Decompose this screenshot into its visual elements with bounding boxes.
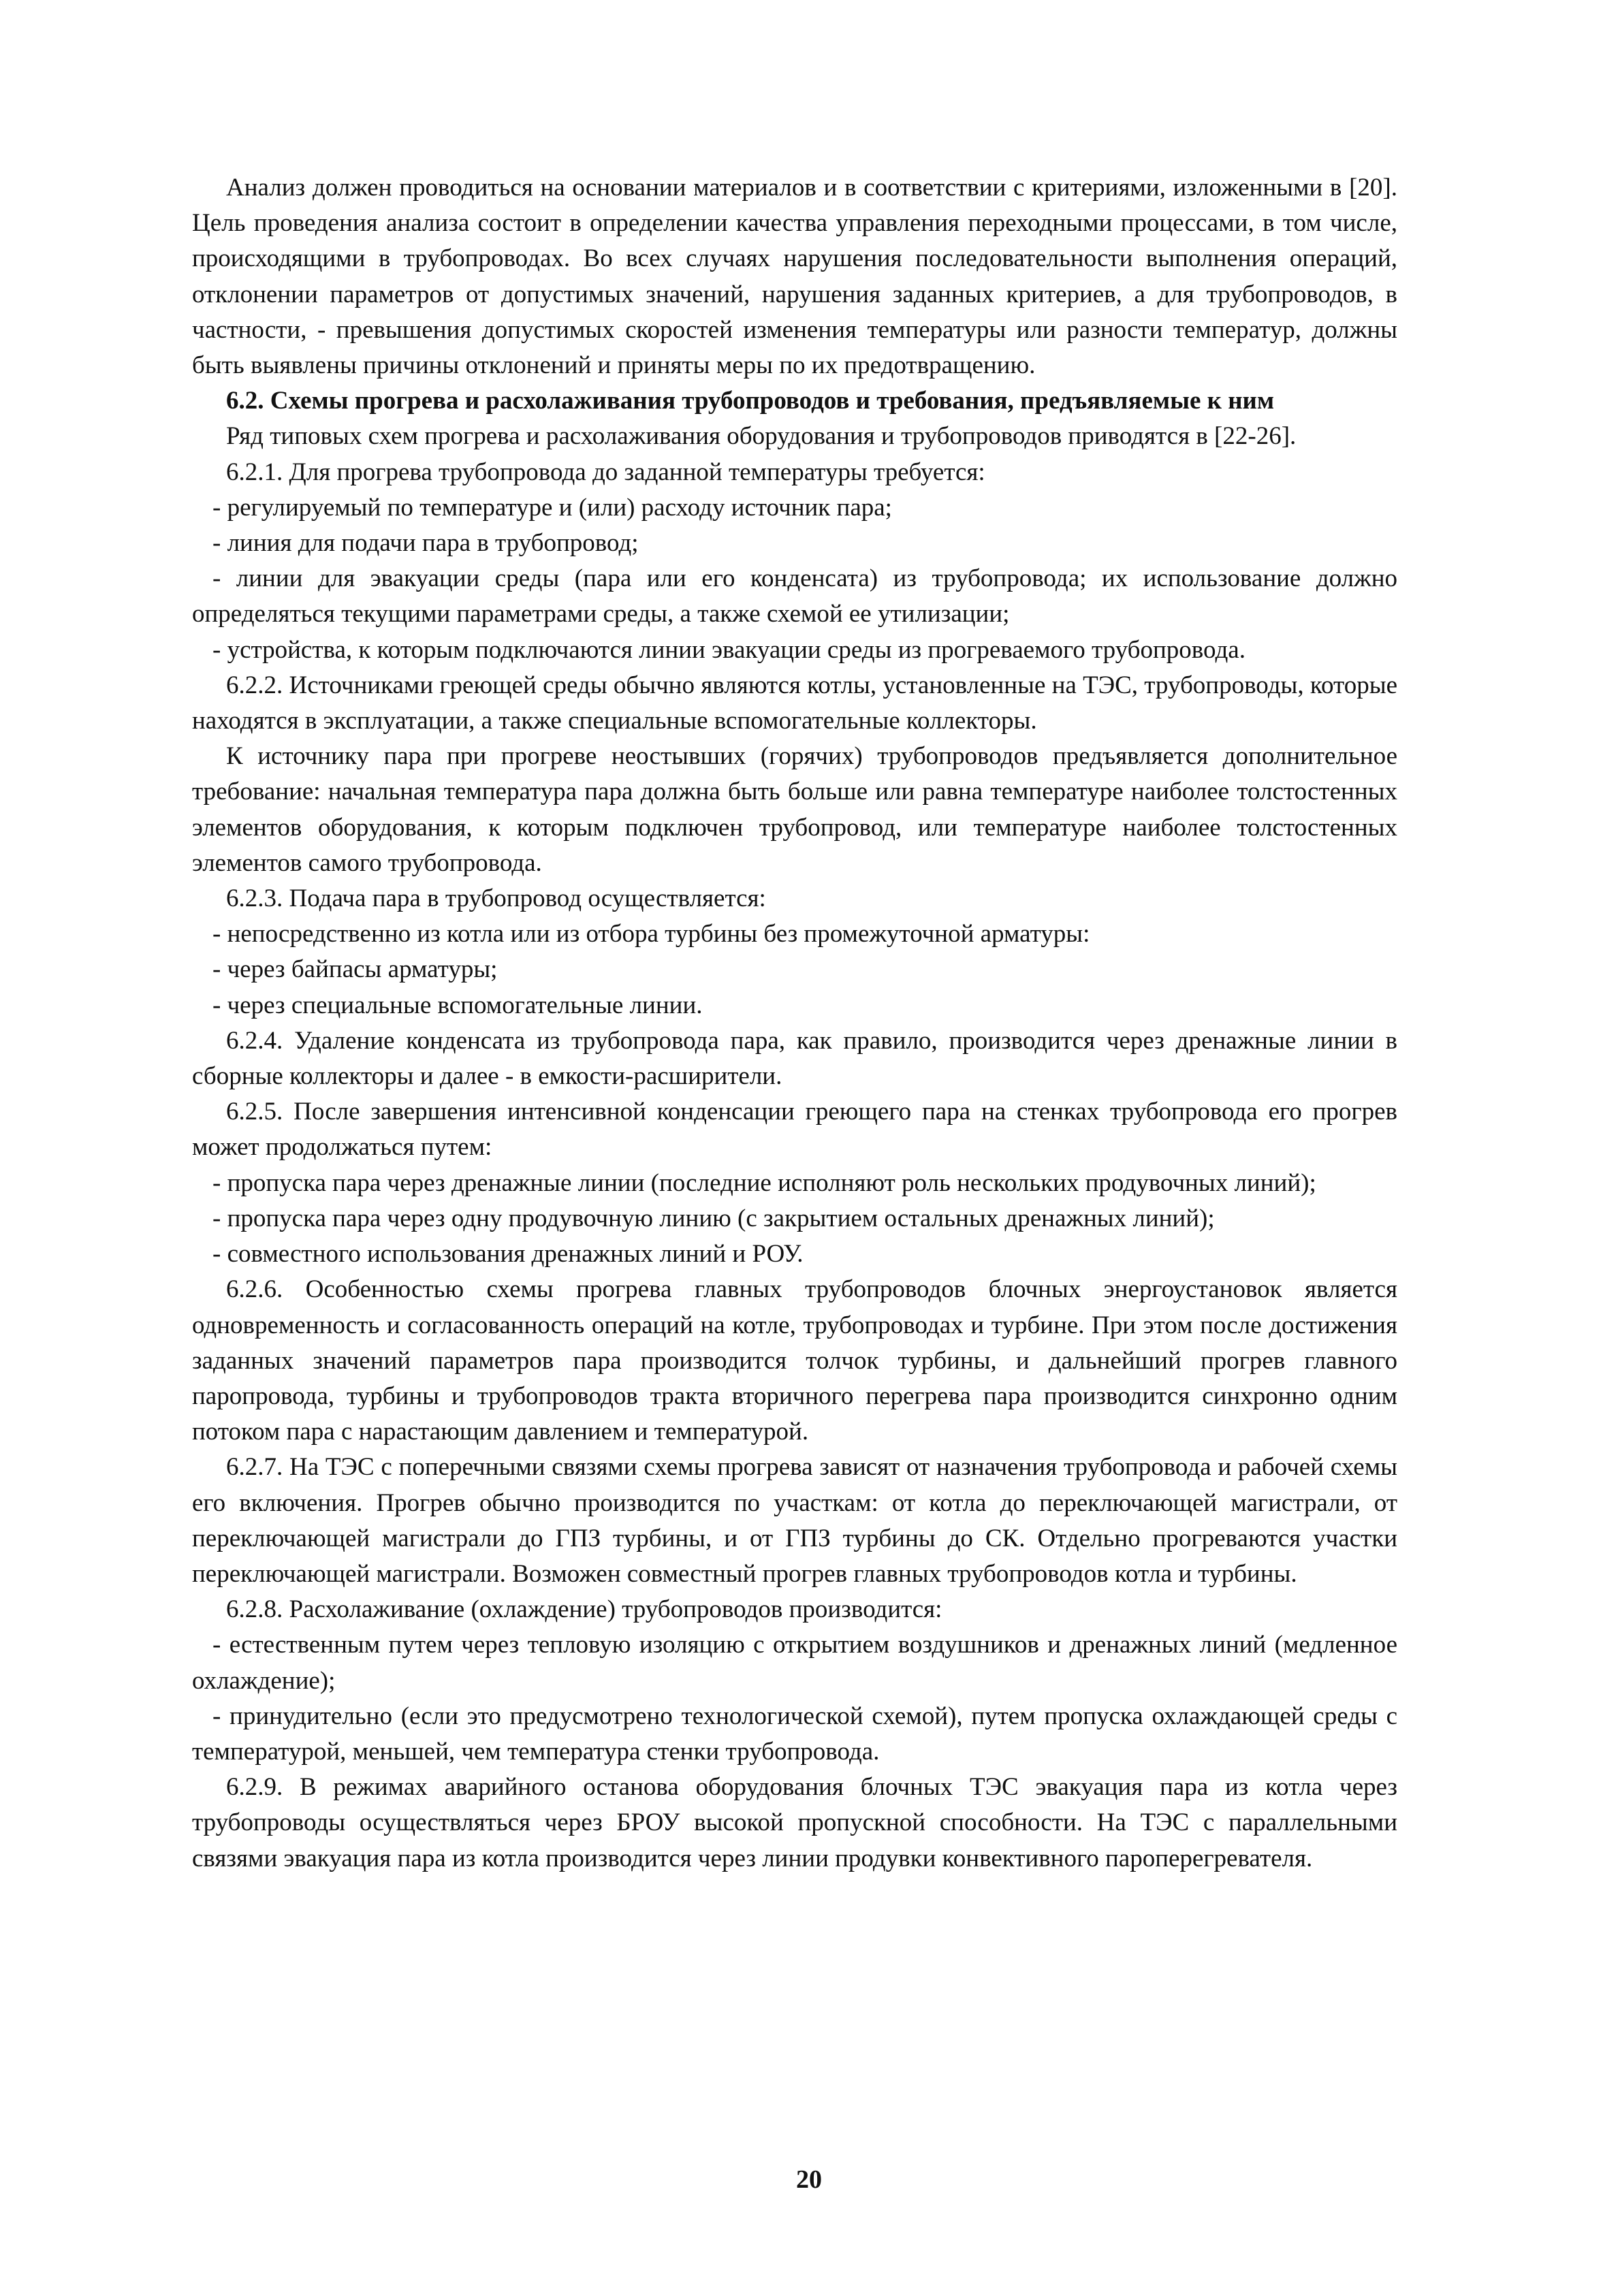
paragraph-6-2-9: 6.2.9. В режимах аварийного останова оборудования блочных ТЭС эвакуация пара из котла через трубопроводы осуществляться через БРОУ высокой пропускной способности. На ТЭС с параллельными связями эвакуация пара из котла производится через линии продувки конвективного пароперегревателя. (192, 1773, 1397, 1872)
paragraph-6-2-6: 6.2.6. Особенностью схемы прогрева главных трубопроводов блочных энергоустановок является одновременность и согласованность операций на котле, трубопроводах и турбине. При этом после достижения заданных значений параметров пара производится толчок турбины, и дальнейший прогрев главного паропровода, турбины и трубопроводов тракта вторичного перегрева пара производится синхронно одним потоком пара с нарастающим давлением и температурой. (192, 1275, 1397, 1446)
list-item: - совместного использования дренажных линий и РОУ. (212, 1240, 804, 1269)
section-heading-6-2: 6.2. Схемы прогрева и расхолаживания трубопроводов и требования, предъявляемые к ним (226, 387, 1275, 415)
paragraph-6-2-1: 6.2.1. Для прогрева трубопровода до заданной температуры требуется: (226, 458, 985, 486)
list-item: - естественным путем через тепловую изоляцию с открытием воздушников и дренажных линий (медленное охлаждение); (192, 1631, 1397, 1695)
paragraph-6-2-7: 6.2.7. На ТЭС с поперечными связями схемы прогрева зависят от назначения трубопровода и рабочей схемы его включения. Прогрев обычно производится по участкам: от котла до переключающей магистрали, от переключающей магистрали до ГПЗ турбины, и от ГПЗ турбины до СК. Отдельно прогреваются участки переключающей магистрали. Возможен совместный прогрев главных трубопроводов котла и турбины. (192, 1453, 1397, 1588)
paragraph-steam-source: К источнику пара при прогреве неостывших (горячих) трубопроводов предъявляется дополнительное требование: начальная температура пара должна быть больше или равна температуре наиболее толстостенных элементов оборудования, к которым подключен трубопровод, или температуре наиболее толстостенных элементов самого трубопровода. (192, 742, 1397, 877)
list-item: - через специальные вспомогательные линии. (212, 991, 703, 1019)
paragraph-6-2-2: 6.2.2. Источниками греющей среды обычно являются котлы, установленные на ТЭС, трубопроводы, которые находятся в эксплуатации, а также специальные вспомогательные коллекторы. (192, 671, 1397, 735)
list-item: - устройства, к которым подключаются линии эвакуации среды из прогреваемого трубопровода. (212, 635, 1246, 664)
list-item: - линии для эвакуации среды (пара или его конденсата) из трубопровода; их использование должно определяться текущими параметрами среды, а также схемой ее утилизации; (192, 564, 1397, 628)
page-number: 20 (796, 2165, 822, 2194)
paragraph-6-2-8: 6.2.8. Расхолаживание (охлаждение) трубопроводов производится: (226, 1595, 942, 1624)
paragraph-6-2-4: 6.2.4. Удаление конденсата из трубопровода пара, как правило, производится через дренажные линии в сборные коллекторы и далее - в емкости-расширители. (192, 1026, 1397, 1091)
list-item: - пропуска пара через дренажные линии (последние исполняют роль нескольких продувочных линий); (212, 1168, 1316, 1197)
list-item: - принудительно (если это предусмотрено технологической схемой), путем пропуска охлаждающей среды с температурой, меньшей, чем температура стенки трубопровода. (192, 1702, 1397, 1766)
paragraph-6-2-3: 6.2.3. Подача пара в трубопровод осуществляется: (226, 884, 766, 913)
list-item: - непосредственно из котла или из отбора турбины без промежуточной арматуры: (212, 920, 1090, 948)
document-body (192, 170, 1397, 1877)
list-item: - регулируемый по температуре и (или) расходу источник пара; (212, 493, 892, 522)
paragraph-typical-schemes: Ряд типовых схем прогрева и расхолаживания оборудования и трубопроводов приводятся в [22-26]. (226, 422, 1297, 451)
list-item: - через байпасы арматуры; (212, 955, 498, 984)
list-item: - линия для подачи пара в трубопровод; (212, 529, 639, 558)
paragraph-6-2-5: 6.2.5. После завершения интенсивной конденсации греющего пара на стенках трубопровода его прогрев может продолжаться путем: (192, 1098, 1397, 1162)
list-item: - пропуска пара через одну продувочную линию (с закрытием остальных дренажных линий); (212, 1204, 1215, 1232)
paragraph-analysis: Анализ должен проводиться на основании материалов и в соответствии с критериями, изложенными в [20]. Цель проведения анализа состоит в определении качества управления переходными процессами, в том числе, происходящими в трубопроводах. Во всех случаях нарушения последовательности выполнения операций, отклонении параметров от допустимых значений, нарушения заданных критериев, а для трубопроводов, в частности, - превышения допустимых скоростей изменения температуры или разности температур, должны быть выявлены причины отклонений и приняты меры по их предотвращению. (192, 174, 1397, 380)
